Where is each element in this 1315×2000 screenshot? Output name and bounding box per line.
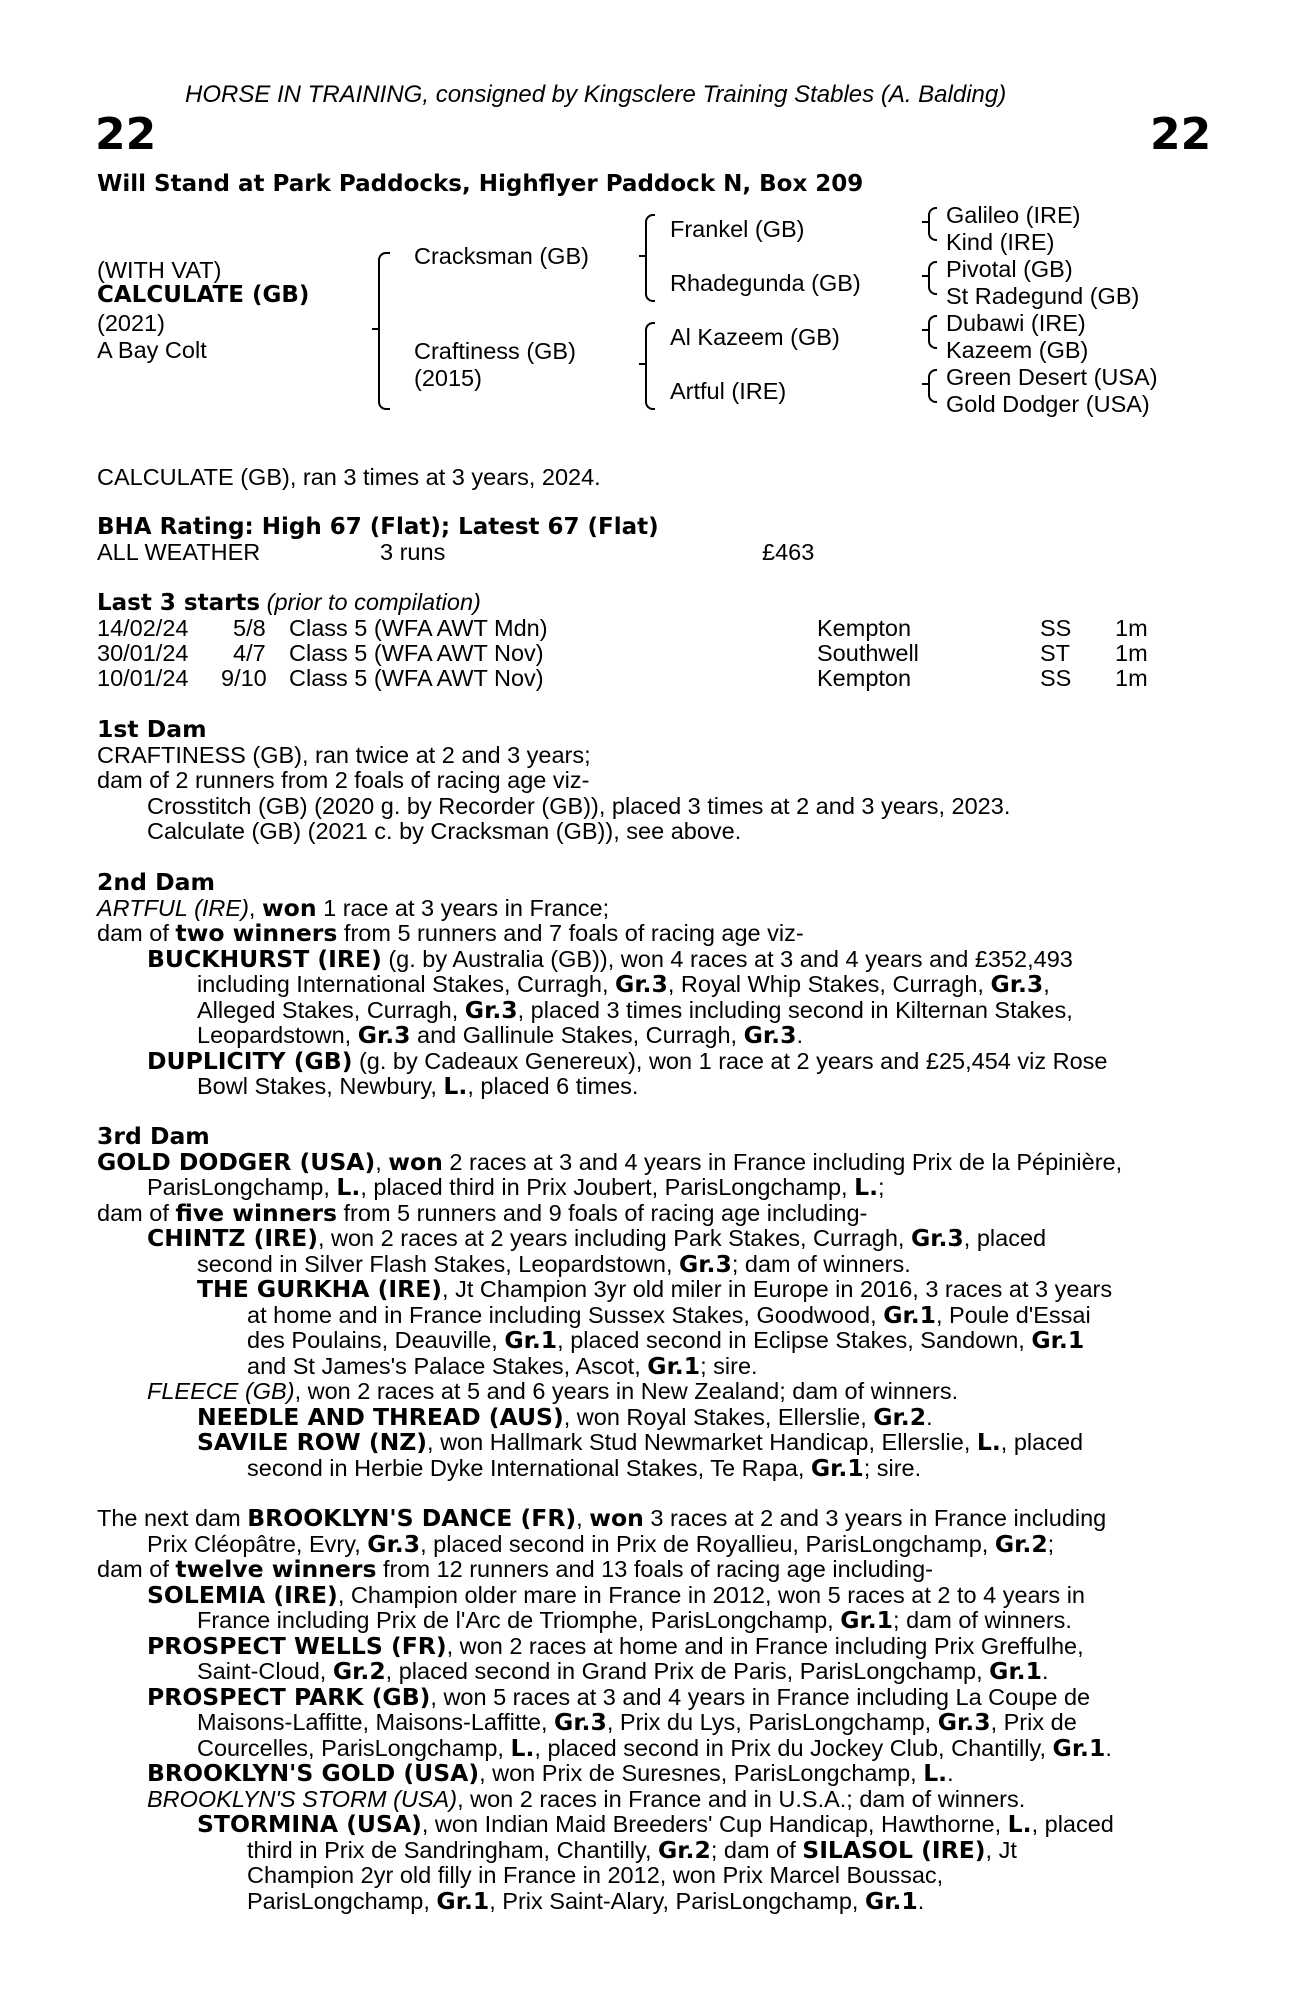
text: , won 5 races at 3 and 4 years in France including La Coupe de bbox=[430, 1683, 1091, 1710]
listed: L. bbox=[854, 1173, 878, 1201]
text: Saint-Cloud, bbox=[197, 1658, 333, 1684]
text: The next dam bbox=[97, 1505, 248, 1531]
third-dam-line bbox=[97, 1198, 1201, 1227]
progeny-line bbox=[97, 944, 1201, 973]
text: , bbox=[1043, 971, 1050, 997]
lot-number-right: 22 bbox=[1150, 109, 1212, 160]
second-dam-section bbox=[97, 870, 1201, 1100]
progeny-line bbox=[97, 1580, 1201, 1609]
progeny-line bbox=[97, 1886, 1201, 1915]
text: Bowl Stakes, Newbury, bbox=[197, 1073, 444, 1099]
progeny-line bbox=[97, 1023, 1201, 1049]
start-distance: 1m bbox=[1115, 615, 1148, 641]
grade: Gr.3 bbox=[910, 1224, 964, 1252]
winners-count: twelve winners bbox=[175, 1555, 377, 1583]
progeny-line bbox=[97, 1787, 1201, 1813]
horse-description: A Bay Colt bbox=[97, 337, 207, 363]
listed: L. bbox=[1007, 1810, 1032, 1838]
text: , placed bbox=[1000, 1429, 1084, 1455]
text: third in Prix de Sandringham, Chantilly, bbox=[247, 1836, 659, 1863]
text: , Prix de bbox=[990, 1709, 1077, 1735]
progeny-line bbox=[97, 1659, 1201, 1685]
grade: Gr.2 bbox=[873, 1402, 927, 1431]
progeny-line bbox=[97, 1226, 1201, 1252]
text: , placed second in Prix de Royallieu, ParisLongchamp, bbox=[420, 1530, 995, 1557]
text: Maisons-Laffitte, Maisons-Laffitte, bbox=[197, 1709, 555, 1735]
progeny-name: SAVILE ROW (NZ) bbox=[197, 1428, 428, 1456]
first-dam-line: dam of 2 runners from 2 foals of racing age viz- bbox=[97, 767, 590, 793]
text: , placed second in Eclipse Stakes, Sandown, bbox=[557, 1327, 1032, 1353]
progeny-name: SOLEMIA (IRE) bbox=[147, 1580, 338, 1609]
progeny-name: DUPLICITY (GB) bbox=[147, 1046, 353, 1075]
grade: Gr.1 bbox=[810, 1453, 864, 1482]
progeny-name: BUCKHURST (IRE) bbox=[147, 944, 382, 973]
first-dam-line: CRAFTINESS (GB), ran twice at 2 and 3 years; bbox=[97, 741, 591, 768]
text: ; bbox=[878, 1174, 885, 1200]
progeny-line bbox=[97, 1863, 1201, 1889]
text: Alleged Stakes, Curragh, bbox=[197, 996, 465, 1023]
grade: Gr.1 bbox=[1052, 1733, 1106, 1762]
dam-name: GOLD DODGER (USA) bbox=[97, 1147, 376, 1176]
text: ParisLongchamp, bbox=[247, 1887, 437, 1914]
start-date: 14/02/24 bbox=[97, 615, 189, 641]
bha-rating: BHA Rating: High 67 (Flat); Latest 67 (Flat) bbox=[97, 514, 659, 540]
dam-name: BROOKLYN'S DANCE (FR) bbox=[247, 1504, 577, 1532]
progeny-line bbox=[97, 1379, 1201, 1405]
text: , bbox=[576, 1505, 590, 1531]
race-summary: CALCULATE (GB), ran 3 times at 3 years, 2024. bbox=[97, 464, 601, 490]
progeny-name: CHINTZ (IRE) bbox=[147, 1224, 318, 1252]
listed: L. bbox=[336, 1173, 361, 1201]
third-dam-section bbox=[97, 1124, 1201, 1481]
grade: Gr.1 bbox=[883, 1300, 936, 1329]
text: dam of bbox=[97, 920, 176, 946]
text: , won 2 races at home and in France including Prix Greffulhe, bbox=[446, 1632, 1084, 1659]
rating-runs: 3 runs bbox=[380, 539, 446, 565]
listed: L. bbox=[510, 1733, 535, 1762]
grade: Gr.3 bbox=[367, 1529, 421, 1558]
start-distance: 1m bbox=[1115, 665, 1148, 691]
pedigree-brace-g1 bbox=[928, 207, 937, 241]
text: ; bbox=[1047, 1530, 1055, 1557]
start-position: 5/8 bbox=[233, 615, 266, 641]
won-text: won bbox=[589, 1504, 644, 1532]
text: second in Silver Flash Stakes, Leopardstown, bbox=[197, 1250, 680, 1277]
next-dam-line bbox=[97, 1506, 1201, 1532]
text: , bbox=[375, 1148, 389, 1175]
listed: L. bbox=[923, 1759, 948, 1787]
text: , Royal Whip Stakes, Curragh, bbox=[667, 971, 991, 997]
pedigree-g5: Dubawi (IRE) bbox=[946, 310, 1086, 336]
pedigree-g2: Kind (IRE) bbox=[946, 229, 1055, 255]
progeny-line bbox=[97, 1351, 1201, 1380]
grade: Gr.2 bbox=[994, 1529, 1048, 1558]
text: . bbox=[917, 1887, 925, 1914]
text: France including Prix de l'Arc de Triomphe, ParisLongchamp, bbox=[197, 1607, 841, 1633]
pedigree-g7: Green Desert (USA) bbox=[946, 364, 1158, 390]
text: , won 2 races at 5 and 6 years in New Zealand; dam of winners. bbox=[294, 1378, 959, 1404]
text: , won Hallmark Stud Newmarket Handicap, Ellerslie, bbox=[427, 1429, 977, 1455]
next-dam-line bbox=[97, 1529, 1201, 1558]
first-dam-produce: Crosstitch (GB) (2020 g. by Recorder (GB)), placed 3 times at 2 and 3 years, 2023. bbox=[147, 792, 1011, 819]
text: , won Indian Maid Breeders' Cup Handicap, Hawthorne, bbox=[421, 1811, 1008, 1837]
grade: Gr.3 bbox=[554, 1708, 607, 1736]
progeny-line bbox=[97, 972, 1201, 998]
progeny-line bbox=[97, 1074, 1201, 1100]
progeny-line bbox=[97, 1046, 1201, 1075]
text: from 5 runners and 9 foals of racing age including- bbox=[336, 1199, 868, 1226]
grade: Gr.3 bbox=[990, 970, 1044, 998]
grade: Gr.3 bbox=[615, 970, 668, 998]
text: from 12 runners and 13 foals of racing age including- bbox=[376, 1556, 933, 1582]
text: . bbox=[796, 1022, 803, 1048]
grade: Gr.1 bbox=[436, 1886, 490, 1915]
grade: Gr.1 bbox=[1031, 1326, 1085, 1354]
text: ; sire. bbox=[863, 1454, 922, 1481]
start-course: Kempton bbox=[817, 615, 912, 641]
progeny-line bbox=[97, 1402, 1201, 1431]
last-starts-heading bbox=[97, 591, 481, 615]
grade: Gr.1 bbox=[864, 1886, 918, 1915]
listed: L. bbox=[976, 1428, 1001, 1456]
text: , placed third in Prix Joubert, ParisLongchamp, bbox=[360, 1174, 855, 1200]
grade: Gr.3 bbox=[357, 1021, 411, 1049]
text: dam of bbox=[97, 1199, 176, 1226]
pedigree-g6: Kazeem (GB) bbox=[946, 337, 1089, 363]
winners-count: five winners bbox=[175, 1198, 337, 1227]
progeny-name: BROOKLYN'S GOLD (USA) bbox=[147, 1759, 480, 1787]
won-text: won bbox=[388, 1147, 443, 1176]
progeny-line bbox=[97, 1761, 1201, 1787]
text: , won Prix de Suresnes, ParisLongchamp, bbox=[479, 1760, 924, 1786]
second-dam-line: ARTFUL (IRE), won 1 race at 3 years in France; bbox=[97, 893, 610, 922]
progeny-line bbox=[97, 1328, 1201, 1354]
next-dam-section bbox=[97, 1506, 1201, 1914]
rating-earnings: £463 bbox=[762, 539, 815, 565]
progeny-line bbox=[97, 1710, 1201, 1736]
start-distance: 1m bbox=[1115, 640, 1148, 666]
start-going: SS bbox=[1040, 665, 1072, 691]
text: , placed 6 times. bbox=[467, 1073, 639, 1099]
progeny-line bbox=[97, 1631, 1201, 1660]
text: at home and in France including Sussex Stakes, Goodwood, bbox=[247, 1301, 884, 1328]
pedigree-brace-g3 bbox=[928, 315, 937, 349]
progeny-line bbox=[97, 1277, 1201, 1303]
text: des Poulains, Deauville, bbox=[247, 1327, 505, 1353]
progeny-line bbox=[97, 1733, 1201, 1762]
text: including International Stakes, Curragh, bbox=[197, 971, 616, 997]
lot-number-left: 22 bbox=[95, 109, 157, 160]
second-dam-line bbox=[97, 921, 1201, 947]
progeny-name: BROOKLYN'S STORM (USA) bbox=[147, 1785, 458, 1812]
pedigree-dam-year: (2015) bbox=[414, 365, 482, 391]
text: Prix Cléopâtre, Evry, bbox=[147, 1530, 368, 1557]
progeny-line bbox=[97, 1682, 1201, 1711]
horse-name: CALCULATE (GB) bbox=[97, 282, 310, 308]
grade: Gr.1 bbox=[840, 1606, 894, 1634]
text: Courcelles, ParisLongchamp, bbox=[197, 1734, 511, 1761]
text: (g. by Australia (GB)), won 4 races at 3 and 4 years and £352,493 bbox=[381, 945, 1073, 972]
text: Leopardstown, bbox=[197, 1022, 358, 1048]
text: , placed second in Prix du Jockey Club, Chantilly, bbox=[534, 1734, 1053, 1761]
grade: Gr.1 bbox=[647, 1351, 701, 1380]
third-dam-line bbox=[97, 1175, 1201, 1201]
pedigree-brace-g2 bbox=[928, 261, 937, 295]
text: , won Royal Stakes, Ellerslie, bbox=[563, 1403, 874, 1430]
progeny-line bbox=[97, 1249, 1201, 1278]
pedigree-g8: Gold Dodger (USA) bbox=[946, 391, 1150, 417]
progeny-line bbox=[97, 1300, 1201, 1329]
grade: Gr.1 bbox=[989, 1657, 1042, 1685]
start-date: 30/01/24 bbox=[97, 640, 189, 666]
last-starts-title: Last 3 starts bbox=[97, 590, 261, 616]
progeny-line bbox=[97, 995, 1201, 1024]
grade: Gr.3 bbox=[464, 995, 518, 1024]
next-dam-line bbox=[97, 1557, 1201, 1583]
third-dam-line bbox=[97, 1147, 1201, 1176]
progeny-name: STORMINA (USA) bbox=[197, 1810, 422, 1838]
progeny-name: PROSPECT WELLS (FR) bbox=[147, 1631, 447, 1660]
progeny-line bbox=[97, 1608, 1201, 1634]
start-position: 4/7 bbox=[233, 640, 266, 666]
grade: Gr.2 bbox=[658, 1835, 711, 1864]
text: and Gallinule Stakes, Curragh, bbox=[410, 1022, 744, 1048]
text: , Champion older mare in France in 2012, won 5 races at 2 to 4 years in bbox=[337, 1581, 1085, 1608]
text: ; dam of winners. bbox=[893, 1607, 1072, 1633]
text: , Jt bbox=[985, 1836, 1017, 1863]
start-position: 9/10 bbox=[221, 665, 267, 691]
pedigree-g4: St Radegund (GB) bbox=[946, 283, 1140, 309]
third-dam-heading: 3rd Dam bbox=[97, 1122, 210, 1150]
text: ; sire. bbox=[700, 1352, 758, 1379]
pedigree-sire-sire: Frankel (GB) bbox=[670, 216, 805, 242]
start-course: Southwell bbox=[817, 640, 919, 666]
grade: Gr.1 bbox=[504, 1326, 558, 1354]
last-starts-subtitle: (prior to compilation) bbox=[266, 589, 481, 615]
pedigree-brace-dam bbox=[645, 322, 655, 410]
text: ; dam of winners. bbox=[731, 1250, 911, 1277]
grade: Gr.2 bbox=[332, 1657, 386, 1685]
text: from 5 runners and 7 foals of racing age viz- bbox=[337, 920, 804, 946]
text: . bbox=[926, 1403, 933, 1430]
consignment-line: HORSE IN TRAINING, consigned by Kingsclere Training Stables (A. Balding) bbox=[185, 81, 1007, 108]
stand-location: Will Stand at Park Paddocks, Highflyer Paddock N, Box 209 bbox=[97, 171, 864, 197]
start-course: Kempton bbox=[817, 665, 912, 691]
grade: Gr.3 bbox=[743, 1021, 797, 1049]
first-dam-section bbox=[97, 717, 1201, 845]
text: dam of bbox=[97, 1556, 176, 1582]
start-race: Class 5 (WFA AWT Nov) bbox=[289, 665, 544, 691]
text: , placed bbox=[963, 1225, 1047, 1251]
start-going: SS bbox=[1040, 615, 1072, 641]
pedigree-g3: Pivotal (GB) bbox=[946, 256, 1073, 282]
progeny-name: THE GURKHA (IRE) bbox=[197, 1275, 443, 1303]
progeny-line bbox=[97, 1835, 1201, 1864]
progeny-name: SILASOL (IRE) bbox=[802, 1835, 986, 1864]
text: , Prix Saint-Alary, ParisLongchamp, bbox=[489, 1887, 865, 1914]
winners-count: two winners bbox=[175, 919, 338, 947]
text: ; dam of bbox=[710, 1836, 803, 1863]
grade: Gr.3 bbox=[679, 1249, 732, 1278]
pedigree-sire-dam: Rhadegunda (GB) bbox=[670, 270, 861, 296]
progeny-name: NEEDLE AND THREAD (AUS) bbox=[197, 1402, 564, 1431]
dam-name: ARTFUL (IRE) bbox=[97, 894, 249, 921]
text: Champion 2yr old filly in France in 2012, won Prix Marcel Boussac, bbox=[247, 1862, 944, 1888]
progeny-line bbox=[97, 1812, 1201, 1838]
progeny-name: FLEECE (GB) bbox=[147, 1378, 295, 1404]
pedigree-dam: Craftiness (GB) bbox=[414, 338, 576, 364]
progeny-line bbox=[97, 1453, 1201, 1482]
text: , Prix du Lys, ParisLongchamp, bbox=[606, 1709, 938, 1735]
pedigree-dam-dam: Artful (IRE) bbox=[670, 378, 787, 404]
text: , Poule d'Essai bbox=[936, 1301, 1091, 1328]
text: , won 2 races in France and in U.S.A.; dam of winners. bbox=[457, 1785, 1026, 1812]
text: , placed bbox=[1031, 1811, 1114, 1837]
text: ParisLongchamp, bbox=[147, 1174, 337, 1200]
listed: L. bbox=[443, 1072, 468, 1100]
pedigree-g1: Galileo (IRE) bbox=[946, 202, 1081, 228]
text: , placed second in Grand Prix de Paris, ParisLongchamp, bbox=[385, 1658, 990, 1684]
second-dam-heading: 2nd Dam bbox=[97, 868, 215, 896]
text: , Jt Champion 3yr old miler in Europe in 2016, 3 races at 3 years bbox=[442, 1276, 1113, 1302]
rating-surface: ALL WEATHER bbox=[97, 539, 261, 565]
start-going: ST bbox=[1040, 640, 1071, 666]
vat-note: (WITH VAT) bbox=[97, 257, 222, 283]
text: 2 races at 3 and 4 years in France including Prix de la Pépinière, bbox=[442, 1148, 1123, 1175]
text: and St James's Palace Stakes, Ascot, bbox=[247, 1352, 648, 1379]
pedigree-brace-g4 bbox=[928, 369, 937, 403]
text: 1 race at 3 years in France; bbox=[316, 894, 610, 921]
start-race: Class 5 (WFA AWT Mdn) bbox=[289, 615, 548, 641]
pedigree-brace-main bbox=[378, 252, 390, 410]
progeny-name: PROSPECT PARK (GB) bbox=[147, 1682, 431, 1711]
won-text: won bbox=[261, 893, 317, 922]
first-dam-heading: 1st Dam bbox=[97, 715, 207, 743]
progeny-line bbox=[97, 1430, 1201, 1456]
text: (g. by Cadeaux Genereux), won 1 race at 2 years and £25,454 viz Rose bbox=[352, 1047, 1108, 1074]
grade: Gr.3 bbox=[937, 1708, 991, 1736]
text: . bbox=[1041, 1658, 1049, 1684]
text: . bbox=[947, 1760, 954, 1786]
pedigree-dam-sire: Al Kazeem (GB) bbox=[670, 324, 840, 350]
first-dam-produce: Calculate (GB) (2021 c. by Cracksman (GB)), see above. bbox=[147, 818, 742, 844]
start-race: Class 5 (WFA AWT Nov) bbox=[289, 640, 544, 666]
horse-year: (2021) bbox=[97, 310, 165, 336]
text: . bbox=[1105, 1734, 1112, 1761]
text: , placed 3 times including second in Kilternan Stakes, bbox=[517, 996, 1073, 1023]
text: 3 races at 2 and 3 years in France including bbox=[643, 1505, 1107, 1531]
start-date: 10/01/24 bbox=[97, 665, 189, 691]
pedigree-sire: Cracksman (GB) bbox=[414, 243, 589, 269]
text: , won 2 races at 2 years including Park Stakes, Curragh, bbox=[317, 1225, 911, 1251]
text: second in Herbie Dyke International Stakes, Te Rapa, bbox=[247, 1454, 811, 1481]
pedigree-brace-sire bbox=[645, 214, 655, 302]
